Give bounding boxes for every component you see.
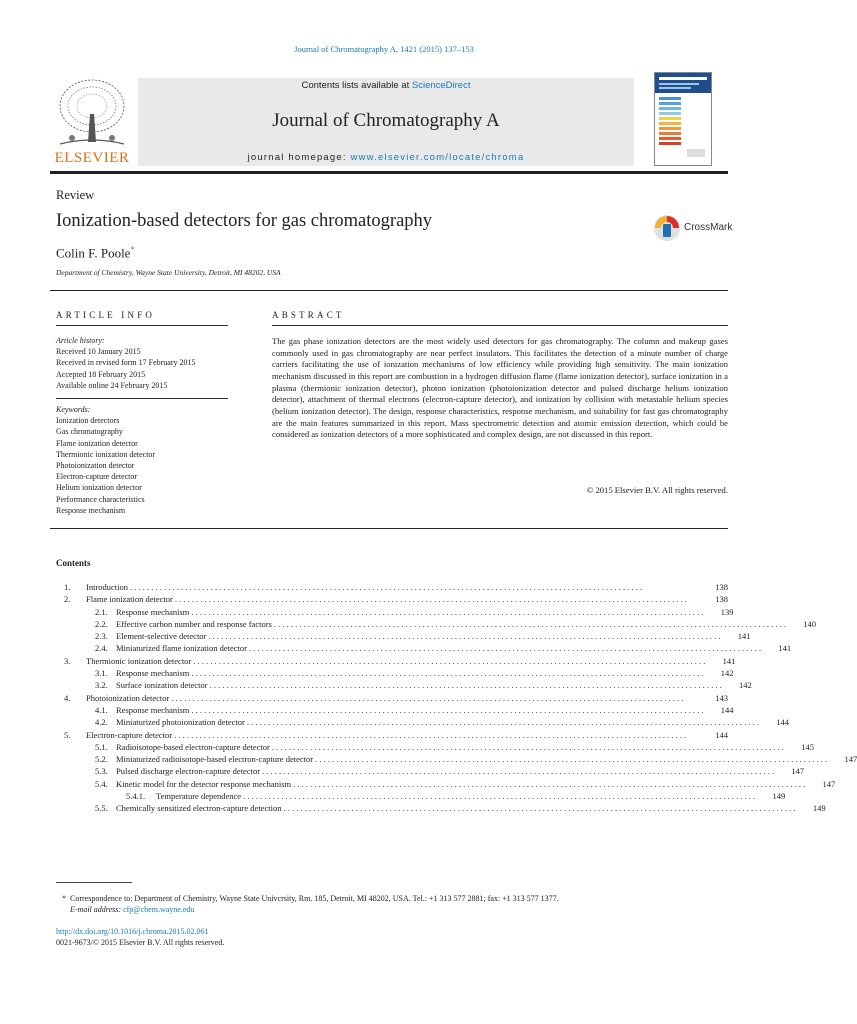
keyword: Ionization detectors (56, 416, 120, 426)
toc-entry-page: 144 (715, 729, 728, 740)
toc-leader-dots: . . . . . . . . . . . . . . . . . . . . . . . . . . . . . . . . . . . . . . . . . . . . . . . . . . . . . . . . . . . . . . . . . . . . . . . . . . . . . . . . . . . . . . . . . . . . . . . . . . . . . . . . . . . . . . . . . . . . . . . . . (193, 655, 706, 666)
toc-entry[interactable] (56, 594, 728, 606)
section-rule-top (50, 290, 728, 291)
keyword: Thermionic ionization detector (56, 449, 156, 459)
article-info-rule (56, 325, 228, 326)
footnote-mark: * (62, 894, 66, 903)
toc-entry-page: 145 (801, 741, 815, 752)
toc-entry[interactable] (56, 655, 736, 668)
crossmark-icon (652, 213, 682, 243)
toc-entry-number: 5. (64, 729, 71, 740)
keywords-label: Keywords: (56, 405, 91, 414)
toc-entry[interactable] (56, 778, 836, 791)
toc-entry[interactable] (56, 668, 734, 680)
toc-entry-number: 2. (64, 594, 71, 605)
elsevier-wordmark: ELSEVIER (54, 150, 130, 166)
toc-leader-dots: . . . . . . . . . . . . . . . . . . . . . . . . . . . . . . . . . . . . . . . . . . . . . . . . . . . . . . . . . . . . . . . . . . . . . . . . . . . . . . . . . . . . . . . . . . . . . . . . . . . . . . . . . . . . . . . . . . . . . . . . . (191, 606, 704, 617)
keyword: Flame ionization detector (56, 438, 138, 448)
crossmark-label: CrossMark (684, 222, 733, 233)
toc-entry[interactable] (56, 680, 752, 692)
keyword: Photoionization detector (56, 461, 135, 471)
toc-leader-dots: . . . . . . . . . . . . . . . . . . . . . . . . . . . . . . . . . . . . . . . . . . . . . . . . . . . . . . . . . . . . . . . . . . . . . . . . . . . . . . . . . . . . . . . . . . . . . . . . . . . . . . . . . . . . . . . . . . . . . . . . . (283, 803, 796, 814)
toc-leader-dots: . . . . . . . . . . . . . . . . . . . . . . . . . . . . . . . . . . . . . . . . . . . . . . . . . . . . . . . . . . . . . . . . . . . . . . . . . . . . . . . . . . . . . . . . . . . . . . . . . . . . . . . . . . . . . . . . . . . . . . . . . (249, 643, 762, 654)
history-label: Article history: (56, 336, 105, 345)
footnote-rule (56, 882, 132, 883)
keyword: Gas chromatography (56, 427, 123, 437)
keywords-rule (56, 398, 228, 399)
doi-link[interactable]: http://dx.doi.org/10.1016/j.chroma.2015.02.061 (56, 927, 209, 936)
journal-cover-thumbnail[interactable] (654, 72, 712, 166)
toc-entry-title[interactable]: Chemically sensitized electron-capture detection (116, 803, 282, 814)
toc-entry-number: 2.1. (95, 606, 108, 617)
toc-entry-title[interactable]: Thermionic ionization detector (86, 655, 192, 666)
toc-leader-dots: . . . . . . . . . . . . . . . . . . . . . . . . . . . . . . . . . . . . . . . . . . . . . . . . . . . . . . . . . . . . . . . . . . . . . . . . . . . . . . . . . . . . . . . . . . . . . . . . . . . . . . . . . . . . . . . . . . . . . . . . . (246, 717, 760, 728)
keyword: Helium ionization detector (56, 483, 142, 493)
toc-entry-page: 141 (722, 655, 736, 666)
toc-entry-number: 5.3. (95, 766, 108, 777)
toc-entry[interactable] (56, 704, 734, 717)
toc-entry-page: 147 (822, 778, 836, 789)
abstract-rule (272, 325, 728, 326)
toc-entry-title[interactable]: Temperature dependence (156, 791, 242, 802)
toc-entry-page: 139 (720, 606, 734, 617)
toc-entry[interactable] (56, 618, 816, 631)
toc-entry-page: 147 (844, 754, 857, 765)
toc-entry[interactable] (56, 582, 728, 594)
issn-copyright-line: 0021-9673/© 2015 Elsevier B.V. All rights reserved. (56, 938, 225, 947)
toc-entry[interactable] (56, 766, 805, 778)
toc-leader-dots: . . . . . . . . . . . . . . . . . . . . . . . . . . . . . . . . . . . . . . . . . . . . . . . . . . . . . . . . . . . . . . . . . . . . . . . . . . . . . . . . . . . . . . . . . . . . . . . . . . . . . . . . . . . . . . . . . . . . . . . . . (191, 704, 704, 715)
toc-entry-number: 2.3. (95, 631, 108, 642)
toc-entry-number: 3. (64, 655, 71, 666)
email-label: E-mail address: (70, 905, 122, 914)
toc-entry-page: 141 (778, 643, 792, 654)
table-of-contents (56, 582, 857, 816)
toc-entry-number: 5.5. (95, 803, 108, 814)
article-info-heading: ARTICLE INFO (56, 310, 156, 320)
toc-entry-title[interactable]: Response mechanism (116, 606, 190, 617)
author-line (56, 245, 134, 261)
toc-entry-page: 144 (720, 704, 734, 715)
toc-entry-page: 143 (715, 692, 728, 703)
toc-entry[interactable] (56, 606, 734, 619)
journal-citation[interactable]: Journal of Chromatography A, 1421 (2015) 137–153 (294, 44, 474, 54)
homepage-link[interactable]: www.elsevier.com/locate/chroma (350, 152, 525, 163)
history-item: Received in revised form 17 February 2015 (56, 358, 196, 368)
author-correspondence-mark[interactable]: * (130, 245, 135, 254)
abstract-text: The gas phase ionization detectors are the most widely used detectors for gas chromatography. The column and makeup gases commonly used in gas chromatography are near perfect insulators. This facilitates the detection of a minute number of charge carriers facilitating the use of ionization mechanisms of low efficiency while providing high sensitivity. The main ionization mechanism discussed in this report are combustion in a hydrogen diffusion flame (flame ionization detector), surface ionization in a plasma (thermionic ionization detector), photon ionization (photoionization detector and pulsed discharge helium ionization detector), attachment of thermal electrons (electron-capture detector), and ionization by collision with metastable helium species (helium ionization detector). The design, response characteristics, response mechanism, and suitability for fast gas chromatography are the main features summarized in this report. Mass spectrometric detection and atomic emission detection, which could be considered as ionization detectors of a more sophisticated and complex design, are not discussed in this report. (272, 336, 728, 440)
toc-entry[interactable] (56, 693, 728, 705)
toc-entry-title[interactable]: Miniaturized radioisotope-based electron-capture detector (116, 754, 314, 765)
toc-leader-dots: . . . . . . . . . . . . . . . . . . . . . . . . . . . . . . . . . . . . . . . . . . . . . . . . . . . . . . . . . . . . . . . . . . . . . . . . . . . . . . . . . . . . . . . . . . . . . . . . . . . . . . . . . . . . . . . . . . . . . . . . . (209, 680, 722, 691)
keywords-list (56, 404, 155, 516)
toc-entry[interactable] (56, 803, 826, 815)
contents-heading: Contents (56, 558, 91, 568)
abstract-heading: ABSTRACT (272, 310, 345, 320)
toc-entry-page: 147 (791, 766, 805, 777)
toc-entry-page: 140 (803, 618, 816, 629)
toc-entry[interactable] (56, 741, 815, 754)
homepage-prefix: journal homepage: (247, 152, 351, 163)
toc-entry-number: 5.4. (95, 778, 108, 789)
correspondence-footnote (62, 893, 559, 915)
toc-entry-number: 2.2. (95, 618, 108, 629)
journal-name: Journal of Chromatography A (272, 110, 500, 131)
history-item: Available online 24 February 2015 (56, 380, 168, 390)
toc-entry-title[interactable]: Miniaturized flame ionization detector (116, 643, 247, 654)
toc-leader-dots: . . . . . . . . . . . . . . . . . . . . . . . . . . . . . . . . . . . . . . . . . . . . . . . . . . . . . . . . . . . . . . . . . . . . . . . . . . . . . . . . . . . . . . . . . . . . . . . . . . . . . . . . . . . . . . . . . . . . . . . . . (208, 631, 721, 642)
toc-entry-page: 141 (737, 631, 751, 642)
toc-entry-title[interactable]: Pulsed discharge electron-capture detector (116, 766, 261, 777)
toc-leader-dots: . . . . . . . . . . . . . . . . . . . . . . . . . . . . . . . . . . . . . . . . . . . . . . . . . . . . . . . . . . . . . . . . . . . . . . . . . . . . . . . . . . . . . . . . . . . . . . . . . . . . . . . . . . . . . . . . . . . . . . . . . (174, 594, 687, 605)
toc-entry-number: 2.4. (95, 643, 108, 654)
toc-entry-page: 144 (776, 717, 790, 728)
toc-entry-number: 5.1. (95, 741, 108, 752)
toc-entry-title[interactable]: Kinetic model for the detector response mechanism (116, 778, 292, 789)
keyword: Response mechanism (56, 505, 126, 515)
toc-entry-title[interactable]: Response mechanism (116, 704, 190, 715)
toc-entry-number: 4. (64, 692, 71, 703)
author-name[interactable]: Colin F. Poole (56, 245, 131, 261)
toc-entry[interactable] (56, 717, 790, 729)
toc-entry-page: 138 (715, 594, 728, 605)
history-item: Accepted 18 February 2015 (56, 369, 146, 379)
toc-entry-page: 142 (738, 680, 752, 691)
toc-entry-title[interactable]: Effective carbon number and response factors (116, 618, 272, 629)
keyword: Performance characteristics (56, 494, 145, 504)
toc-leader-dots: . . . . . . . . . . . . . . . . . . . . . . . . . . . . . . . . . . . . . . . . . . . . . . . . . . . . . . . . . . . . . . . . . . . . . . . . . . . . . . . . . . . . . . . . . . . . . . . . . . . . . . . . . . . . . . . . . . . . . . . . . (293, 778, 806, 789)
toc-leader-dots: . . . . . . . . . . . . . . . . . . . . . . . . . . . . . . . . . . . . . . . . . . . . . . . . . . . . . . . . . . . . . . . . . . . . . . . . . . . . . . . . . . . . . . . . . . . . . . . . . . . . . . . . . . . . . . . . . . . . . . . . . (191, 668, 704, 679)
toc-entry-title[interactable]: Element-selective detector (116, 631, 207, 642)
toc-entry-number: 1. (64, 582, 71, 592)
toc-entry[interactable] (56, 643, 792, 655)
keyword: Electron-capture detector (56, 472, 138, 482)
toc-entry-page: 138 (715, 582, 728, 592)
toc-entry-number: 4.2. (95, 717, 108, 728)
contents-prefix: Contents lists available at (301, 80, 412, 91)
toc-entry[interactable] (56, 730, 728, 742)
toc-entry-title[interactable]: Flame ionization detector (86, 594, 173, 605)
toc-leader-dots: . . . . . . . . . . . . . . . . . . . . . . . . . . . . . . . . . . . . . . . . . . . . . . . . . . . . . . . . . . . . . . . . . . . . . . . . . . . . . . . . . . . . . . . . . . . . . . . . . . . . . . . . . . . . . . . . . . . . . . . . . (273, 618, 786, 629)
toc-entry-title[interactable]: Miniaturized photoionization detector (116, 717, 245, 728)
toc-entry[interactable] (56, 631, 751, 643)
sciencedirect-link[interactable]: ScienceDirect (411, 80, 471, 91)
toc-entry-number: 5.2. (95, 754, 108, 765)
toc-entry-page: 149 (812, 803, 826, 814)
toc-entry-title[interactable]: Surface ionization detector (116, 680, 208, 691)
journal-homepage-line (138, 152, 634, 163)
toc-leader-dots: . . . . . . . . . . . . . . . . . . . . . . . . . . . . . . . . . . . . . . . . . . . . . . . . . . . . . . . . . . . . . . . . . . . . . . . . . . . . . . . . . . . . . . . . . . . . . . . . . . . . . . . . . . . . . . . . . . . . . . . . . (271, 741, 785, 752)
toc-leader-dots: . . . . . . . . . . . . . . . . . . . . . . . . . . . . . . . . . . . . . . . . . . . . . . . . . . . . . . . . . . . . . . . . . . . . . . . . . . . . . . . . . . . . . . . . . . . . . . . . . . . . . . . . . . . . . . . . . . . . . . . . . (171, 692, 684, 703)
toc-entry[interactable] (56, 754, 857, 766)
toc-entry-number: 3.1. (95, 668, 108, 679)
contents-available-line (138, 80, 634, 91)
footnote-text: Correspondence to: Department of Chemistry, Wayne State Univcrsity, Rm. 185, Detroit, MI 48202, USA. Tel.: +1 313 577 2881; fax: +1 313 577 1377. (70, 894, 559, 903)
article-title: Ionization-based detectors for gas chromatography (56, 211, 433, 231)
toc-leader-dots: . . . . . . . . . . . . . . . . . . . . . . . . . . . . . . . . . . . . . . . . . . . . . . . . . . . . . . . . . . . . . . . . . . . . . . . . . . . . . . . . . . . . . . . . . . . . . . . . . . . . . . . . . . . . . . . . . . . . . . . . . (315, 754, 828, 765)
toc-leader-dots: . . . . . . . . . . . . . . . . . . . . . . . . . . . . . . . . . . . . . . . . . . . . . . . . . . . . . . . . . . . . . . . . . . . . . . . . . . . . . . . . . . . . . . . . . . . . . . . . . . . . . . . . . . . . . . . . . . . . . . . . . (130, 582, 643, 592)
toc-entry-number: 3.2. (95, 680, 108, 691)
toc-leader-dots: . . . . . . . . . . . . . . . . . . . . . . . . . . . . . . . . . . . . . . . . . . . . . . . . . . . . . . . . . . . . . . . . . . . . . . . . . . . . . . . . . . . . . . . . . . . . . . . . . . . . . . . . . . . . . . . . . . . . . . . . . (243, 791, 756, 802)
toc-entry-number: 5.4.1. (126, 791, 146, 802)
header-rule (50, 171, 728, 174)
email-link[interactable]: cfp@chem.wayne.edu (123, 905, 195, 914)
abstract-copyright: © 2015 Elsevier B.V. All rights reserved. (586, 485, 728, 495)
toc-leader-dots: . . . . . . . . . . . . . . . . . . . . . . . . . . . . . . . . . . . . . . . . . . . . . . . . . . . . . . . . . . . . . . . . . . . . . . . . . . . . . . . . . . . . . . . . . . . . . . . . . . . . . . . . . . . . . . . . . . . . . . . . . (262, 766, 775, 777)
article-type: Review (56, 188, 95, 202)
article-history (56, 335, 196, 391)
toc-leader-dots: . . . . . . . . . . . . . . . . . . . . . . . . . . . . . . . . . . . . . . . . . . . . . . . . . . . . . . . . . . . . . . . . . . . . . . . . . . . . . . . . . . . . . . . . . . . . . . . . . . . . . . . . . . . . . . . . . . . . . . . . . (174, 729, 687, 740)
toc-entry[interactable] (56, 791, 786, 803)
toc-entry-page: 149 (772, 791, 786, 802)
toc-entry-title[interactable]: Electron-capture detector (86, 729, 173, 740)
section-rule-bottom (50, 528, 728, 529)
author-affiliation: Department of Chemistry, Wayne State University, Detroit, MI 48202, USA (56, 268, 281, 277)
toc-entry-title[interactable]: Response mechanism (116, 668, 190, 679)
toc-entry-number: 4.1. (95, 704, 108, 715)
crossmark-badge[interactable] (652, 213, 732, 243)
toc-entry-title[interactable]: Radioisotope-based electron-capture detector (116, 741, 270, 752)
history-item: Received 10 January 2015 (56, 347, 141, 357)
toc-entry-title[interactable]: Introduction (86, 582, 129, 592)
toc-entry-title[interactable]: Photoionization detector (86, 692, 170, 703)
toc-entry-page: 142 (720, 668, 734, 679)
